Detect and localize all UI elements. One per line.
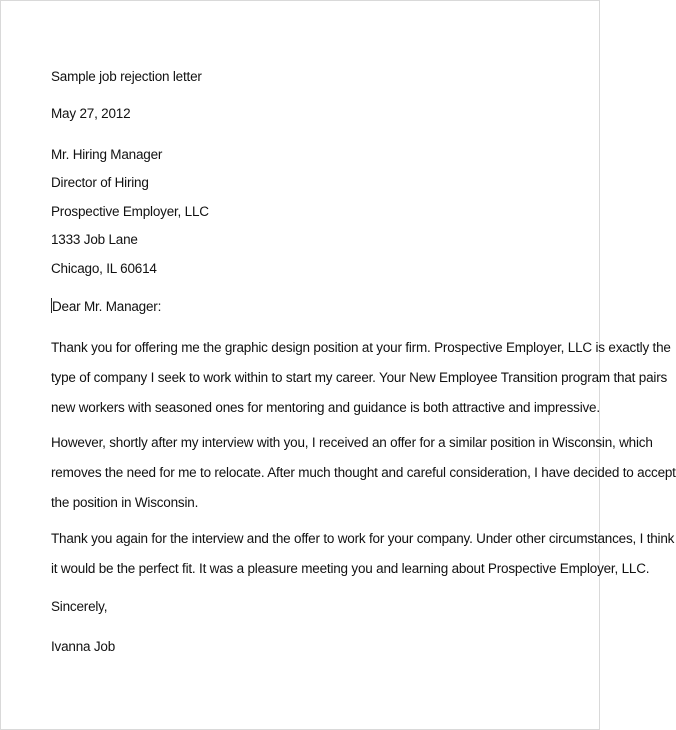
salutation: Dear Mr. Manager: xyxy=(52,299,162,314)
paragraph-line: removes the need for me to relocate. After much thought and careful consideration, I have decided to accept xyxy=(51,465,676,480)
paragraph-3 xyxy=(51,531,675,591)
paragraph-line: Thank you again for the interview and the offer to work for your company. Under other circumstances, I think xyxy=(51,531,675,546)
recipient-position: Director of Hiring xyxy=(51,175,149,190)
recipient-name: Mr. Hiring Manager xyxy=(51,147,163,162)
recipient-city: Chicago, IL 60614 xyxy=(51,261,157,276)
paragraph-line: the position in Wisconsin. xyxy=(51,495,199,510)
recipient-company: Prospective Employer, LLC xyxy=(51,204,209,219)
signature: Ivanna Job xyxy=(51,639,116,654)
paragraph-2 xyxy=(51,435,676,525)
paragraph-line: it would be the perfect fit. It was a pleasure meeting you and learning about Prospective Employer, LLC. xyxy=(51,561,650,576)
paragraph-1 xyxy=(51,340,671,430)
paragraph-line: type of company I seek to work within to start my career. Your New Employee Transition program that pairs xyxy=(51,370,668,385)
letter-title: Sample job rejection letter xyxy=(51,69,202,84)
recipient-street: 1333 Job Lane xyxy=(51,232,138,247)
closing: Sincerely, xyxy=(51,599,108,614)
paragraph-line: Thank you for offering me the graphic design position at your firm. Prospective Employer, LLC is exactly the xyxy=(51,340,671,355)
salutation-line[interactable] xyxy=(51,298,161,315)
paragraph-line: new workers with seasoned ones for mentoring and guidance is both attractive and impressive. xyxy=(51,400,600,415)
letter-date: May 27, 2012 xyxy=(51,106,131,121)
paragraph-line: However, shortly after my interview with you, I received an offer for a similar position in Wisconsin, which xyxy=(51,435,653,450)
